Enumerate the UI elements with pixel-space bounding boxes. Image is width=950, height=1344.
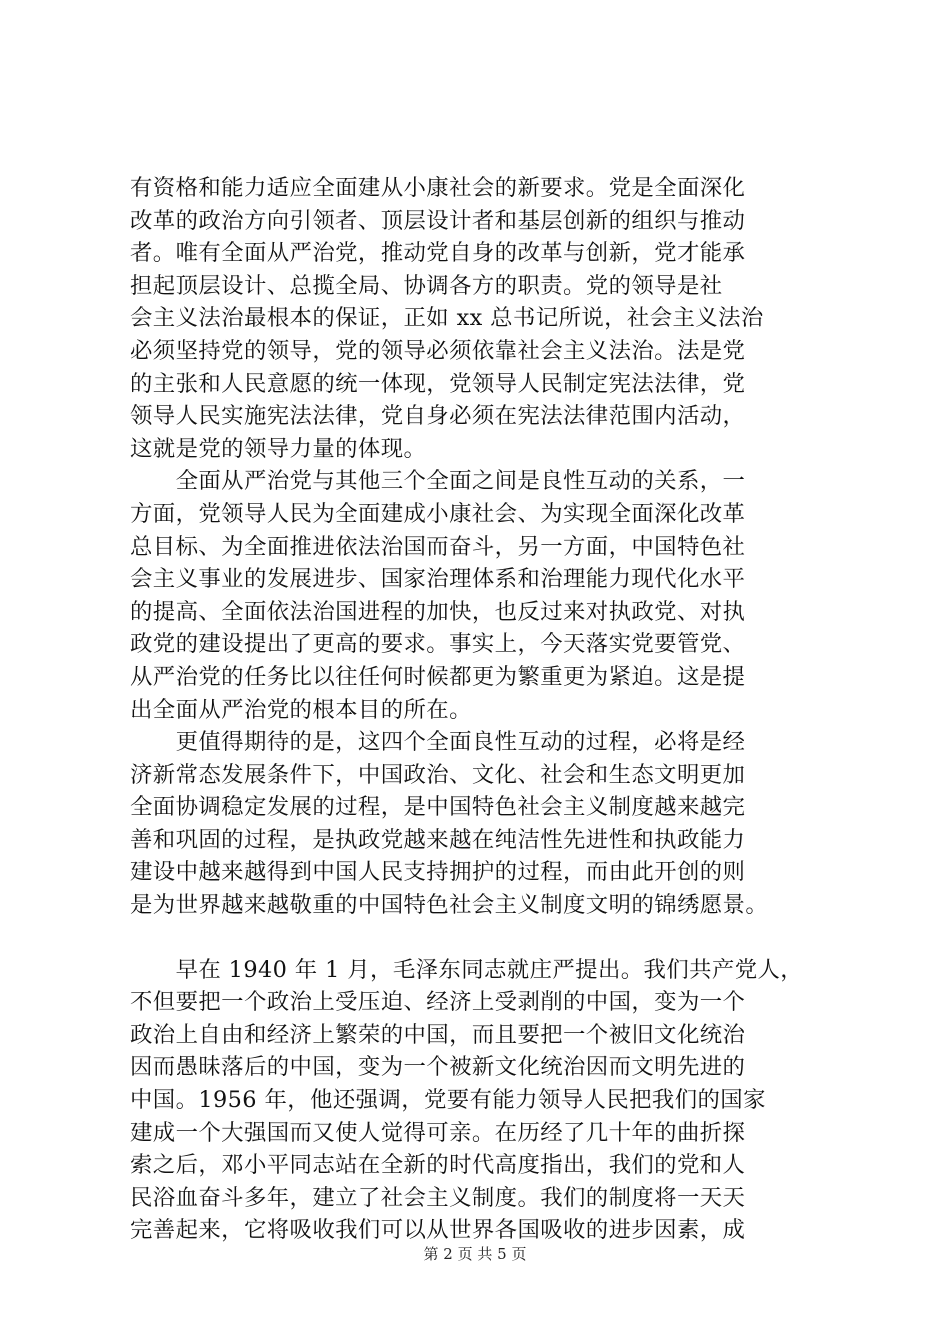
paragraph-spacer bbox=[130, 922, 830, 954]
text-line: 政治上自由和经济上繁荣的中国，而且要把一个被旧文化统治 bbox=[130, 1021, 746, 1048]
text-line: 更值得期待的是，这四个全面良性互动的过程，必将是经 bbox=[130, 729, 746, 756]
text-line: 因而愚昧落后的中国，变为一个被新文化统治因而文明先进的 bbox=[130, 1054, 746, 1081]
paragraph-3 bbox=[130, 726, 830, 922]
text-line: 者。唯有全面从严治党，推动党自身的改革与创新，党才能承 bbox=[130, 240, 746, 267]
text-line: 会主义事业的发展进步、国家治理体系和治理能力现代化水平 bbox=[130, 566, 746, 593]
text-line: 出全面从严治党的根本目的所在。 bbox=[130, 696, 472, 723]
text-line: 善和巩固的过程，是执政党越来越在纯洁性先进性和执政能力 bbox=[130, 826, 746, 853]
text-line: 早在 1940 年 1 月，毛泽东同志就庄严提出。我们共产党人， bbox=[130, 956, 804, 983]
text-line: 这就是党的领导力量的体现。 bbox=[130, 435, 427, 462]
text-line: 方面，党领导人民为全面建成小康社会、为实现全面深化改革 bbox=[130, 500, 746, 527]
paragraph-1 bbox=[130, 172, 830, 465]
text-line: 有资格和能力适应全面建从小康社会的新要求。党是全面深化 bbox=[130, 175, 746, 201]
text-line: 索之后，邓小平同志站在全新的时代高度指出，我们的党和人 bbox=[130, 1152, 746, 1179]
text-line: 总目标、为全面推进依法治国而奋斗，另一方面，中国特色社 bbox=[130, 533, 746, 560]
text-line: 民浴血奋斗多年，建立了社会主义制度。我们的制度将一天天 bbox=[130, 1184, 746, 1211]
text-line: 的提高、全面依法治国进程的加快，也反过来对执政党、对执 bbox=[130, 598, 746, 625]
text-line: 建成一个大强国而又使人觉得可亲。在历经了几十年的曲折探 bbox=[130, 1119, 746, 1146]
page-footer bbox=[0, 1244, 950, 1264]
text-line: 全面协调稳定发展的过程，是中国特色社会主义制度越来越完 bbox=[130, 794, 746, 821]
text-line: 会主义法治最根本的保证，正如 xx 总书记所说，社会主义法治 bbox=[130, 305, 764, 332]
text-line: 担起顶层设计、总揽全局、协调各方的职责。党的领导是社 bbox=[130, 272, 723, 299]
paragraph-2 bbox=[130, 465, 830, 726]
text-line: 济新常态发展条件下，中国政治、文化、社会和生态文明更加 bbox=[130, 761, 746, 788]
text-line: 政党的建设提出了更高的要求。事实上，今天落实党要管党、 bbox=[130, 631, 746, 658]
text-line: 完善起来，它将吸收我们可以从世界各国吸收的进步因素，成 bbox=[130, 1217, 746, 1244]
text-line: 的主张和人民意愿的统一体现，党领导人民制定宪法法律，党 bbox=[130, 370, 746, 397]
text-line: 是为世界越来越敬重的中国特色社会主义制度文明的锦绣愿景。 bbox=[130, 892, 769, 919]
text-line: 中国。1956 年，他还强调，党要有能力领导人民把我们的国家 bbox=[130, 1087, 766, 1114]
paragraph-4 bbox=[130, 954, 830, 1247]
text-line: 从严治党的任务比以往任何时候都更为繁重更为紧迫。这是提 bbox=[130, 663, 746, 690]
document-body bbox=[130, 172, 830, 1247]
text-line: 改革的政治方向引领者、顶层设计者和基层创新的组织与推动 bbox=[130, 207, 746, 234]
text-line: 建设中越来越得到中国人民支持拥护的过程，而由此开创的则 bbox=[130, 859, 746, 886]
text-line: 不但要把一个政治上受压迫、经济上受剥削的中国，变为一个 bbox=[130, 989, 746, 1016]
text-line: 领导人民实施宪法法律，党自身必须在宪法法律范围内活动， bbox=[130, 403, 746, 430]
text-line: 全面从严治党与其他三个全面之间是良性互动的关系，一 bbox=[130, 468, 746, 495]
text-line: 必须坚持党的领导，党的领导必须依靠社会主义法治。法是党 bbox=[130, 337, 746, 364]
page-number: 第 2 页 共 5 页 bbox=[423, 1245, 527, 1263]
